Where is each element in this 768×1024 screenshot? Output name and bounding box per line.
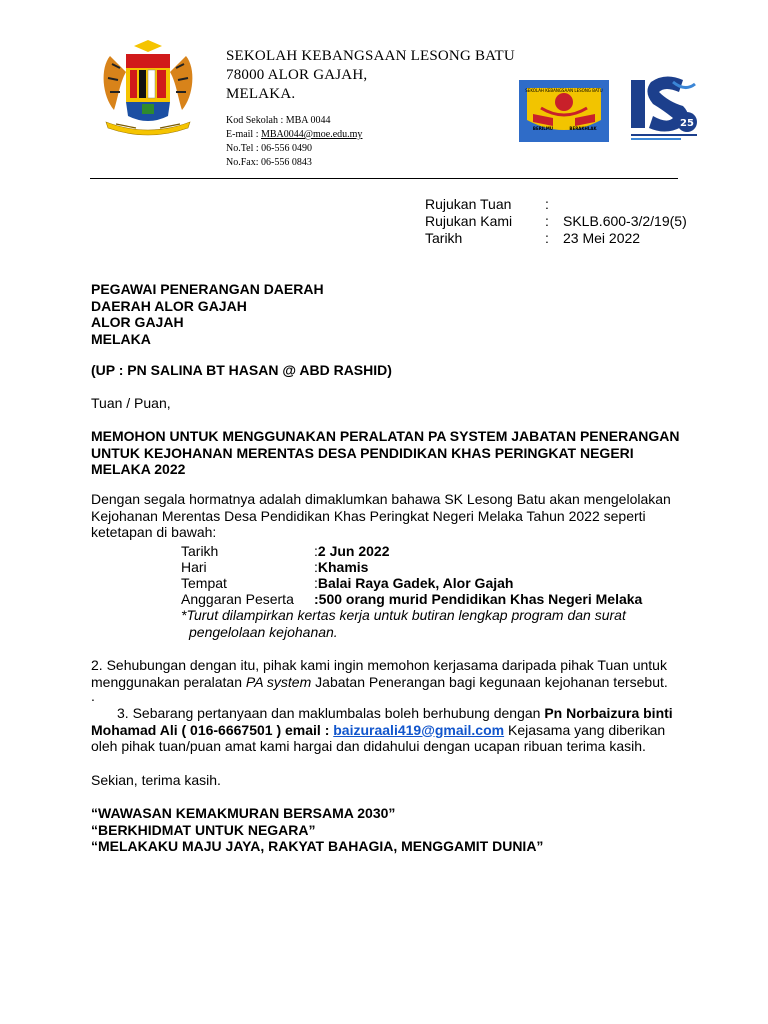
paragraph-2-text: 2. Sehubungan dengan itu, pihak kami ingin memohon kerjasama daripada pihak Tuan untuk menggunakan peralatan (91, 657, 667, 690)
closing-line: Sekian, terima kasih. (91, 772, 221, 788)
attention-line: (UP : PN SALINA BT HASAN @ ABD RASHID) (91, 362, 392, 378)
reference-colon: : (545, 213, 549, 229)
attachment-note (181, 607, 626, 640)
paragraph-3 (91, 705, 691, 755)
school-email-line (226, 128, 515, 142)
header-divider (90, 178, 678, 179)
stray-dot: . (91, 688, 95, 704)
reference-label: Rujukan Tuan (425, 196, 512, 212)
detail-row (181, 559, 642, 575)
detail-value: 500 orang murid Pendidikan Khas Negeri Melaka (318, 591, 643, 607)
recipient-line: MELAKA (91, 330, 151, 347)
school-contact (226, 114, 515, 170)
recipient-line: PEGAWAI PENERANGAN DAERAH (91, 281, 324, 297)
detail-label: Tempat (181, 575, 227, 591)
motto-line: “WAWASAN KEMAKMURAN BERSAMA 2030” (91, 805, 396, 821)
school-logo-icon (519, 80, 609, 142)
school-fax: No.Fax: 06-556 0843 (226, 157, 312, 168)
detail-colon: : (314, 559, 318, 575)
recipient-address (91, 281, 691, 347)
reference-value: 23 Mei 2022 (563, 230, 641, 246)
note-line: pengelolaan kejohanan. (189, 623, 338, 640)
contact-email-link[interactable]: baizuraali419@gmail.com (333, 721, 505, 738)
reference-colon: : (545, 196, 549, 212)
school-address-line1: 78000 ALOR GAJAH, (226, 67, 368, 83)
school-name: SEKOLAH KEBANGSAAN LESONG BATU (226, 48, 515, 64)
paragraph-2-end: Jabatan Penerangan bagi kegunaan kejohanan tersebut. (311, 673, 668, 690)
motto-line: “BERKHIDMAT UNTUK NEGARA” (91, 821, 316, 838)
letter-subject: MEMOHON UNTUK MENGGUNAKAN PERALATAN PA SYSTEM JABATAN PENERANGAN UNTUK KEJOHANAN MERENTAS DESA PENDIDIKAN KHAS PERINGKAT NEGERI MELAKA 2022 (91, 428, 680, 477)
paragraph-1: Dengan segala hormatnya adalah dimaklumkan bahawa SK Lesong Batu akan mengelolakan Kejohanan Merentas Desa Pendidikan Khas Peringkat Negeri Melaka Tahun 2022 seperti ketetapan di bawah: (91, 491, 671, 540)
ts25-logo-icon (625, 72, 703, 144)
detail-row (181, 543, 642, 559)
detail-value: 2 Jun 2022 (317, 543, 390, 559)
school-email-link[interactable]: MBA0044@moe.edu.my (261, 129, 363, 140)
salutation: Tuan / Puan, (91, 395, 171, 411)
detail-row (181, 575, 642, 591)
reference-row (425, 230, 687, 247)
detail-label: Hari (181, 559, 207, 575)
paragraph-3-text: 3. Sebarang pertanyaan dan maklumbalas boleh berhubung dengan (117, 705, 545, 721)
reference-value: SKLB.600-3/2/19(5) (563, 213, 687, 229)
detail-value: Khamis (317, 559, 369, 575)
logo-sk-right-text: BERAKHLAK (569, 126, 597, 131)
contact-details: Pn Norbaizura binti Mohamad Ali ( 016-6667501 ) email : (91, 705, 673, 738)
reference-row (425, 213, 687, 230)
detail-row (181, 591, 642, 607)
reference-block (425, 196, 687, 247)
paragraph-3-end: Kejasama yang diberikan oleh pihak tuan/puan amat kami hargai dan didahului dengan ucapan ribuan terima kasih. (91, 721, 666, 754)
logo-sk-top-text: SEKOLAH KEBANGSAAN LESONG BATU (525, 88, 603, 93)
school-code: Kod Sekolah : MBA 0044 (226, 115, 331, 126)
email-label: E-mail : (226, 129, 261, 140)
reference-row (425, 196, 687, 213)
reference-label: Rujukan Kami (425, 213, 513, 229)
recipient-line: ALOR GAJAH (91, 314, 184, 330)
reference-label: Tarikh (425, 230, 463, 246)
logo-sk-left-text: BERILMU (532, 126, 554, 131)
school-address-line2: MELAKA. (226, 86, 296, 102)
detail-label: Anggaran Peserta (181, 591, 294, 607)
motto-line: “MELAKAKU MAJU JAYA, RAKYAT BAHAGIA, MENGGAMIT DUNIA” (91, 838, 544, 854)
logo-ts-number: 25 (680, 118, 694, 129)
event-details (181, 543, 642, 607)
detail-colon: : (314, 591, 319, 607)
paragraph-2 (91, 657, 691, 690)
paragraph-2-italic: PA system (245, 673, 312, 690)
note-line: *Turut dilampirkan kertas kerja untuk butiran lengkap program dan surat (181, 607, 626, 623)
detail-colon: : (314, 575, 318, 591)
detail-colon: : (314, 543, 318, 559)
detail-value: Balai Raya Gadek, Alor Gajah (317, 575, 514, 591)
motto-block (91, 805, 691, 855)
coat-of-arms-icon (96, 38, 200, 136)
reference-colon: : (545, 230, 549, 246)
recipient-line: DAERAH ALOR GAJAH (91, 297, 247, 314)
school-letterhead (226, 47, 515, 170)
school-tel: No.Tel : 06-556 0490 (226, 143, 312, 154)
detail-label: Tarikh (181, 543, 219, 559)
